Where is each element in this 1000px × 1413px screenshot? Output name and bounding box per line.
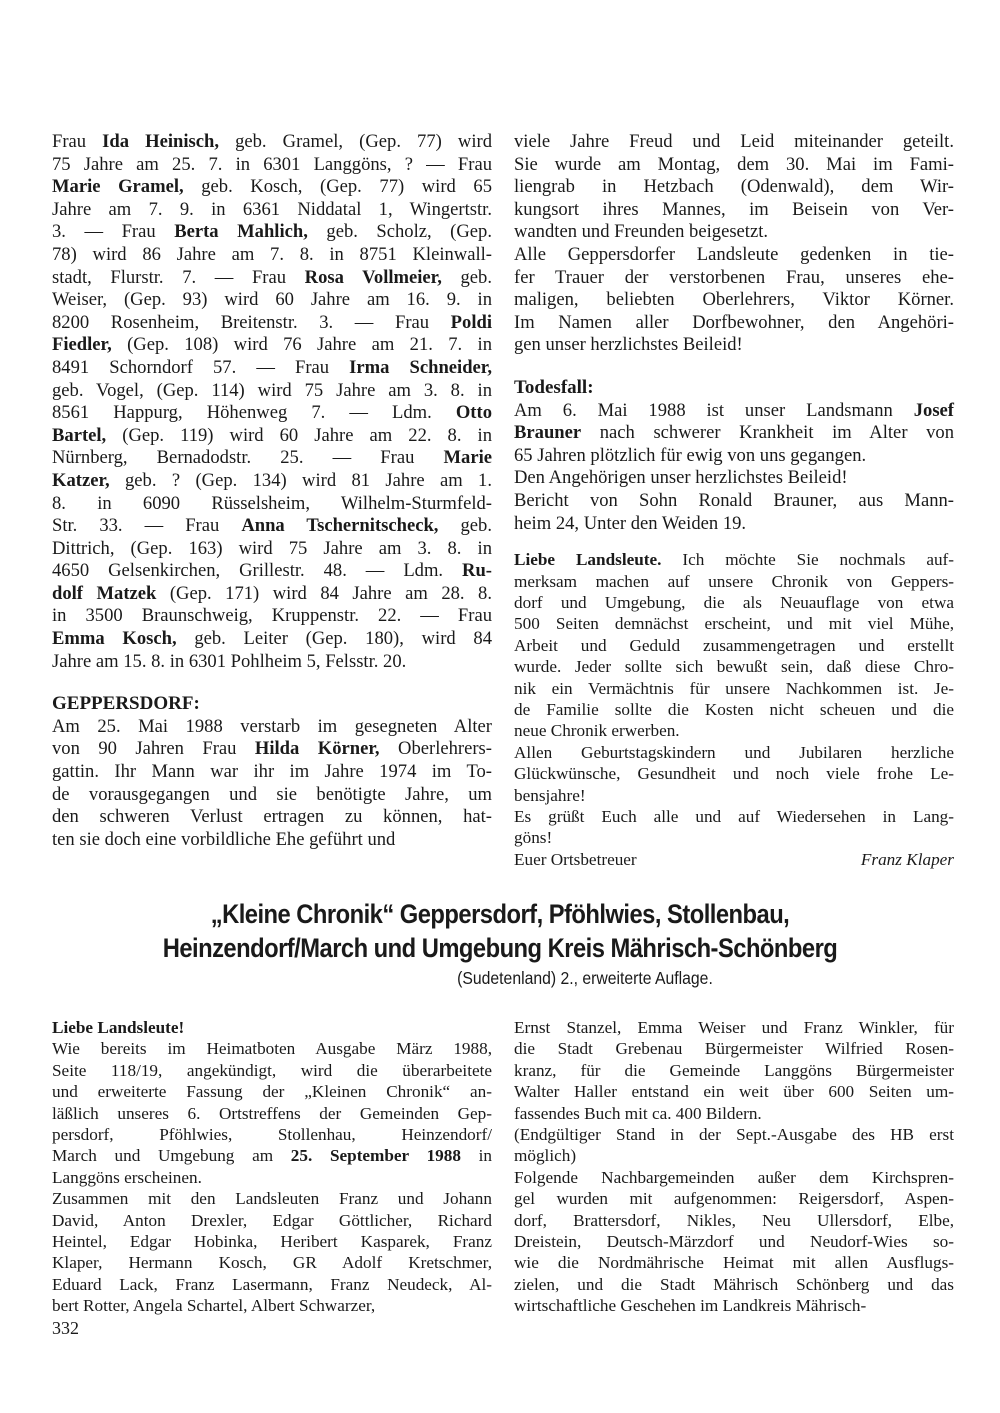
text-line: stadt, Flurstr. 7. — Frau Rosa Vollmeier, geb. [52,266,492,288]
text-line: Den Angehörigen unser herzlichstes Beileid! [514,467,848,489]
bold-name: Emma Kosch, [52,628,177,650]
text-line: 8561 Happurg, Höhenweg 7. — Ldm. Otto [52,402,492,424]
text-line: kranz, für die Gemeinde Langgöns Bürgermeister [514,1060,954,1080]
bold-name: Otto [455,402,492,424]
text-line: Klaper, Hermann Kosch, GR Adolf Kretschmer, [52,1253,492,1273]
text-line: 8200 Rosenheim, Breitenstr. 3. — Frau Poldi [52,311,492,333]
bold-name: Marie [443,447,492,469]
bold-name: Brauner [514,422,582,444]
page-number: 332 [52,1318,79,1338]
text-line: Alle Geppersdorfer Landsleute gedenken in tie- [514,243,954,265]
article-subtitle: (Sudetenland) 2., erweiterte Auflage. [457,968,713,988]
bold-name: Fiedler, [52,334,112,356]
bold-name: Bartel, [52,424,107,446]
text-line: Am 6. Mai 1988 ist unser Landsmann Josef [514,399,954,421]
text-line: Eduard Lack, Franz Lasermann, Franz Neudeck, Al- [52,1274,492,1294]
text-line: Jahre am 15. 8. in 6301 Pohlheim 5, Felsstr. 20. [52,650,407,672]
article-text-left [52,1038,492,1316]
bold-name: Poldi [450,311,492,333]
section-heading-geppersdorf: GEPPERSDORF: [52,693,200,715]
article-column-left [52,1017,492,1317]
text-line: Bericht von Sohn Ronald Brauner, aus Mann- [514,489,954,511]
text-line: Es grüßt Euch alle und auf Wiedersehen in Lang- [514,806,954,826]
obituary-column [514,131,954,870]
geppersdorf-obituary [52,716,492,852]
bold-name: Berta Mahlich, [174,221,308,243]
text-line: geb. Vogel, (Gep. 114) wird 75 Jahre am 3. 8. in [52,379,492,401]
text-line: merksam machen auf unsere Chronik von Geppers- [514,571,954,591]
text-line: heim 24, Unter den Weiden 19. [514,512,747,534]
article-text-right [514,1017,954,1317]
signature-name: Franz Klaper [860,849,954,869]
text-line: Dreistein, Deutsch-Märzdorf und Neudorf-Wies so- [514,1232,954,1252]
article-title-line-2: Heinzendorf/March und Umgebung Kreis Mährisch-Schönberg [162,933,838,963]
text-line: zielen, und die Stadt Mährisch Schönberg und das [514,1274,954,1294]
bold-name: Ida Heinisch, [102,131,219,152]
text-line: Fiedler, (Gep. 108) wird 76 Jahre am 21. 7. in [52,334,492,356]
text-line: Nürnberg, Bernadodstr. 25. — Frau Marie [52,447,492,469]
text-line: möglich) [514,1146,577,1166]
bold-name: Katzer, [52,469,110,491]
bold-name: Josef [913,399,954,421]
text-line: neue Chronik erwerben. [514,721,680,741]
text-line: ten sie doch eine vorbildliche Ehe geführt und [52,828,396,850]
bold-name: Marie Gramel, [52,176,184,198]
bold-name: Rosa Vollmeier, [304,266,442,288]
bold-name: Hilda Körner, [254,738,380,760]
text-line: viele Jahre Freud und Leid miteinander geteilt. [514,131,954,152]
text-line: Glückwünsche, Gesundheit und noch viele frohe Le- [514,764,954,784]
text-line: wandten und Freunden beigesetzt. [514,221,769,243]
text-line: Allen Geburtstagskindern und Jubilaren herzliche [514,742,954,762]
text-line: Ernst Stanzel, Emma Weiser und Franz Winkler, für [514,1018,954,1037]
birthday-list [52,131,492,673]
text-line: David, Anton Drexler, Edgar Göttlicher, Richard [52,1210,492,1230]
text-line: Katzer, geb. ? (Gep. 134) wird 81 Jahre am 1. [52,469,492,491]
text-line: liengrab in Hetzbach (Odenwald), dem Wir- [514,176,954,198]
text-line: Emma Kosch, geb. Leiter (Gep. 180), wird 84 [52,628,492,650]
article-header [60,897,940,991]
text-line: wie die Nordmährische Heimat mit allen Ausflugs- [514,1253,954,1273]
text-line: die Stadt Grebenau Bürgermeister Wilfried Rosen- [514,1039,954,1059]
text-line: 8. in 6090 Rüsselsheim, Wilhelm-Sturmfeld- [52,492,492,514]
text-line: (Endgültiger Stand in der Sept.-Ausgabe des HB erst [514,1125,954,1145]
signature-line [514,849,954,870]
text-line: Sie wurde am Montag, dem 30. Mai im Fami- [514,153,954,175]
text-line: Zusammen mit den Landsleuten Franz und Johann [52,1189,492,1209]
text-line: 3. — Frau Berta Mahlich, geb. Scholz, (Gep. [52,221,492,243]
text-line: gen unser herzlichstes Beileid! [514,334,743,356]
text-line: Am 25. Mai 1988 verstarb im gesegneten Alter [52,715,492,737]
obituary-continuation [514,131,954,357]
text-line: Heintel, Edgar Hobinka, Heribert Kasparek, Franz [52,1232,492,1252]
signature-role: Euer Ortsbetreuer [514,849,637,869]
text-line: fer Trauer der verstorbenen Frau, unseres ehe- [514,266,954,288]
text-line: maligen, beliebten Oberlehrers, Viktor Körner. [514,289,954,311]
text-line: Weiser, (Gep. 93) wird 60 Jahre am 16. 9. in [52,289,492,311]
text-line: in 3500 Braunschweig, Kruppenstr. 22. — Frau [52,605,492,627]
text-line: gel wurden mit aufgenommen: Reigersdorf, Aspen- [514,1189,954,1209]
text-line: läßlich unseres 6. Ortstreffens der Gemeinden Gep- [52,1103,492,1123]
bold-name: Anna Tschernitscheck, [241,515,439,537]
text-line: dorf und Umgebung, die als Neuauflage von etwa [514,592,954,612]
text-line: gattin. Ihr Mann war ihr im Jahre 1974 im To- [52,761,492,783]
text-line: bensjahre! [514,785,586,805]
text-line: Folgende Nachbargemeinden außer dem Kirchspren- [514,1167,954,1187]
bold-name: 25. September 1988 [290,1146,461,1166]
text-line: Dittrich, (Gep. 163) wird 75 Jahre am 3. 8. in [52,537,492,559]
text-line: de vorausgegangen und sie benötigte Jahre, um [52,783,492,805]
text-line: von 90 Jahren Frau Hilda Körner, Oberlehrers- [52,738,492,760]
text-line: Walter Haller entstand ein weit über 600 Seiten um- [514,1082,954,1102]
article-salutation: Liebe Landsleute! [52,1018,185,1037]
todesfall-text [514,400,954,536]
text-line: 65 Jahren plötzlich für ewig von uns gegangen. [514,444,867,466]
section-heading-todesfall: Todesfall: [514,376,594,398]
text-line: 78) wird 86 Jahre am 7. 8. in 8751 Kleinwall- [52,243,492,265]
text-line: Seite 118/19, angekündigt, wird die überarbeitete [52,1060,492,1080]
text-line: Wie bereits im Heimatboten Ausgabe März 1988, [52,1039,492,1059]
text-line: wurde. Jeder sollte sich bewußt sein, daß diese Chro- [514,657,954,677]
text-line: Bartel, (Gep. 119) wird 60 Jahre am 22. 8. in [52,424,492,446]
text-line: göns! [514,828,553,848]
text-line: Str. 33. — Frau Anna Tschernitscheck, geb. [52,515,492,537]
letter-to-countrymen [514,549,954,849]
text-line: Jahre am 7. 9. in 6361 Niddatal 1, Wingertstr. [52,198,492,220]
text-line: 500 Seiten demnächst erscheint, und mit viel Mühe, [514,614,954,634]
text-line: Im Namen aller Dorfbewohner, den Angehöri- [514,311,954,333]
bold-name: Liebe Landsleute. [514,550,662,570]
birthday-column [52,131,492,851]
text-line: Brauner nach schwerer Krankheit im Alter von [514,422,954,444]
text-line: und erweiterte Fassung der „Kleinen Chronik“ an- [52,1082,492,1102]
text-line: den schweren Verlust ertragen zu können, hat- [52,806,492,828]
bold-name: Irma Schneider, [349,356,492,378]
article-title-line-1: „Kleine Chronik“ Geppersdorf, Pföhlwies, Stollenbau, [210,899,790,929]
text-line: fassendes Buch mit ca. 400 Bildern. [514,1103,762,1123]
text-line: March und Umgebung am 25. September 1988 in [52,1146,493,1166]
text-line: de Familie sollte die Kosten nicht scheuen und die [514,699,954,719]
text-line: Frau Ida Heinisch, geb. Gramel, (Gep. 77) wird [52,131,493,152]
text-line: wirtschaftliche Geschehen im Landkreis Mährisch- [514,1296,867,1316]
bold-name: Ru- [462,560,492,582]
text-line: kungsort ihres Mannes, im Beisein von Ver- [514,198,954,220]
text-line: Arbeit und Geduld zusammengetragen und erstellt [514,635,954,655]
text-line: persdorf, Pföhlwies, Stollenhau, Heinzendorf/ [52,1125,492,1145]
text-line: bert Rotter, Angela Schartel, Albert Schwarzer, [52,1296,376,1316]
text-line: dorf, Brattersdorf, Nikles, Neu Ullersdorf, Elbe, [514,1210,954,1230]
text-line: Marie Gramel, geb. Kosch, (Gep. 77) wird 65 [52,176,492,198]
article-column-right [514,1017,954,1317]
text-line: 4650 Gelsenkirchen, Grillestr. 48. — Ldm. Ru- [52,560,492,582]
bold-name: dolf Matzek [52,582,157,604]
text-line: Liebe Landsleute. Ich möchte Sie nochmals auf- [514,550,954,570]
text-line: Langgöns erscheinen. [52,1167,202,1187]
text-line: 75 Jahre am 25. 7. in 6301 Langgöns, ? — Frau [52,153,492,175]
text-line: 8491 Schorndorf 57. — Frau Irma Schneider, [52,356,492,378]
text-line: dolf Matzek (Gep. 171) wird 84 Jahre am 28. 8. [52,582,492,604]
text-line: nik ein Vermächtnis für unsere Nachkommen ist. Je- [514,678,954,698]
